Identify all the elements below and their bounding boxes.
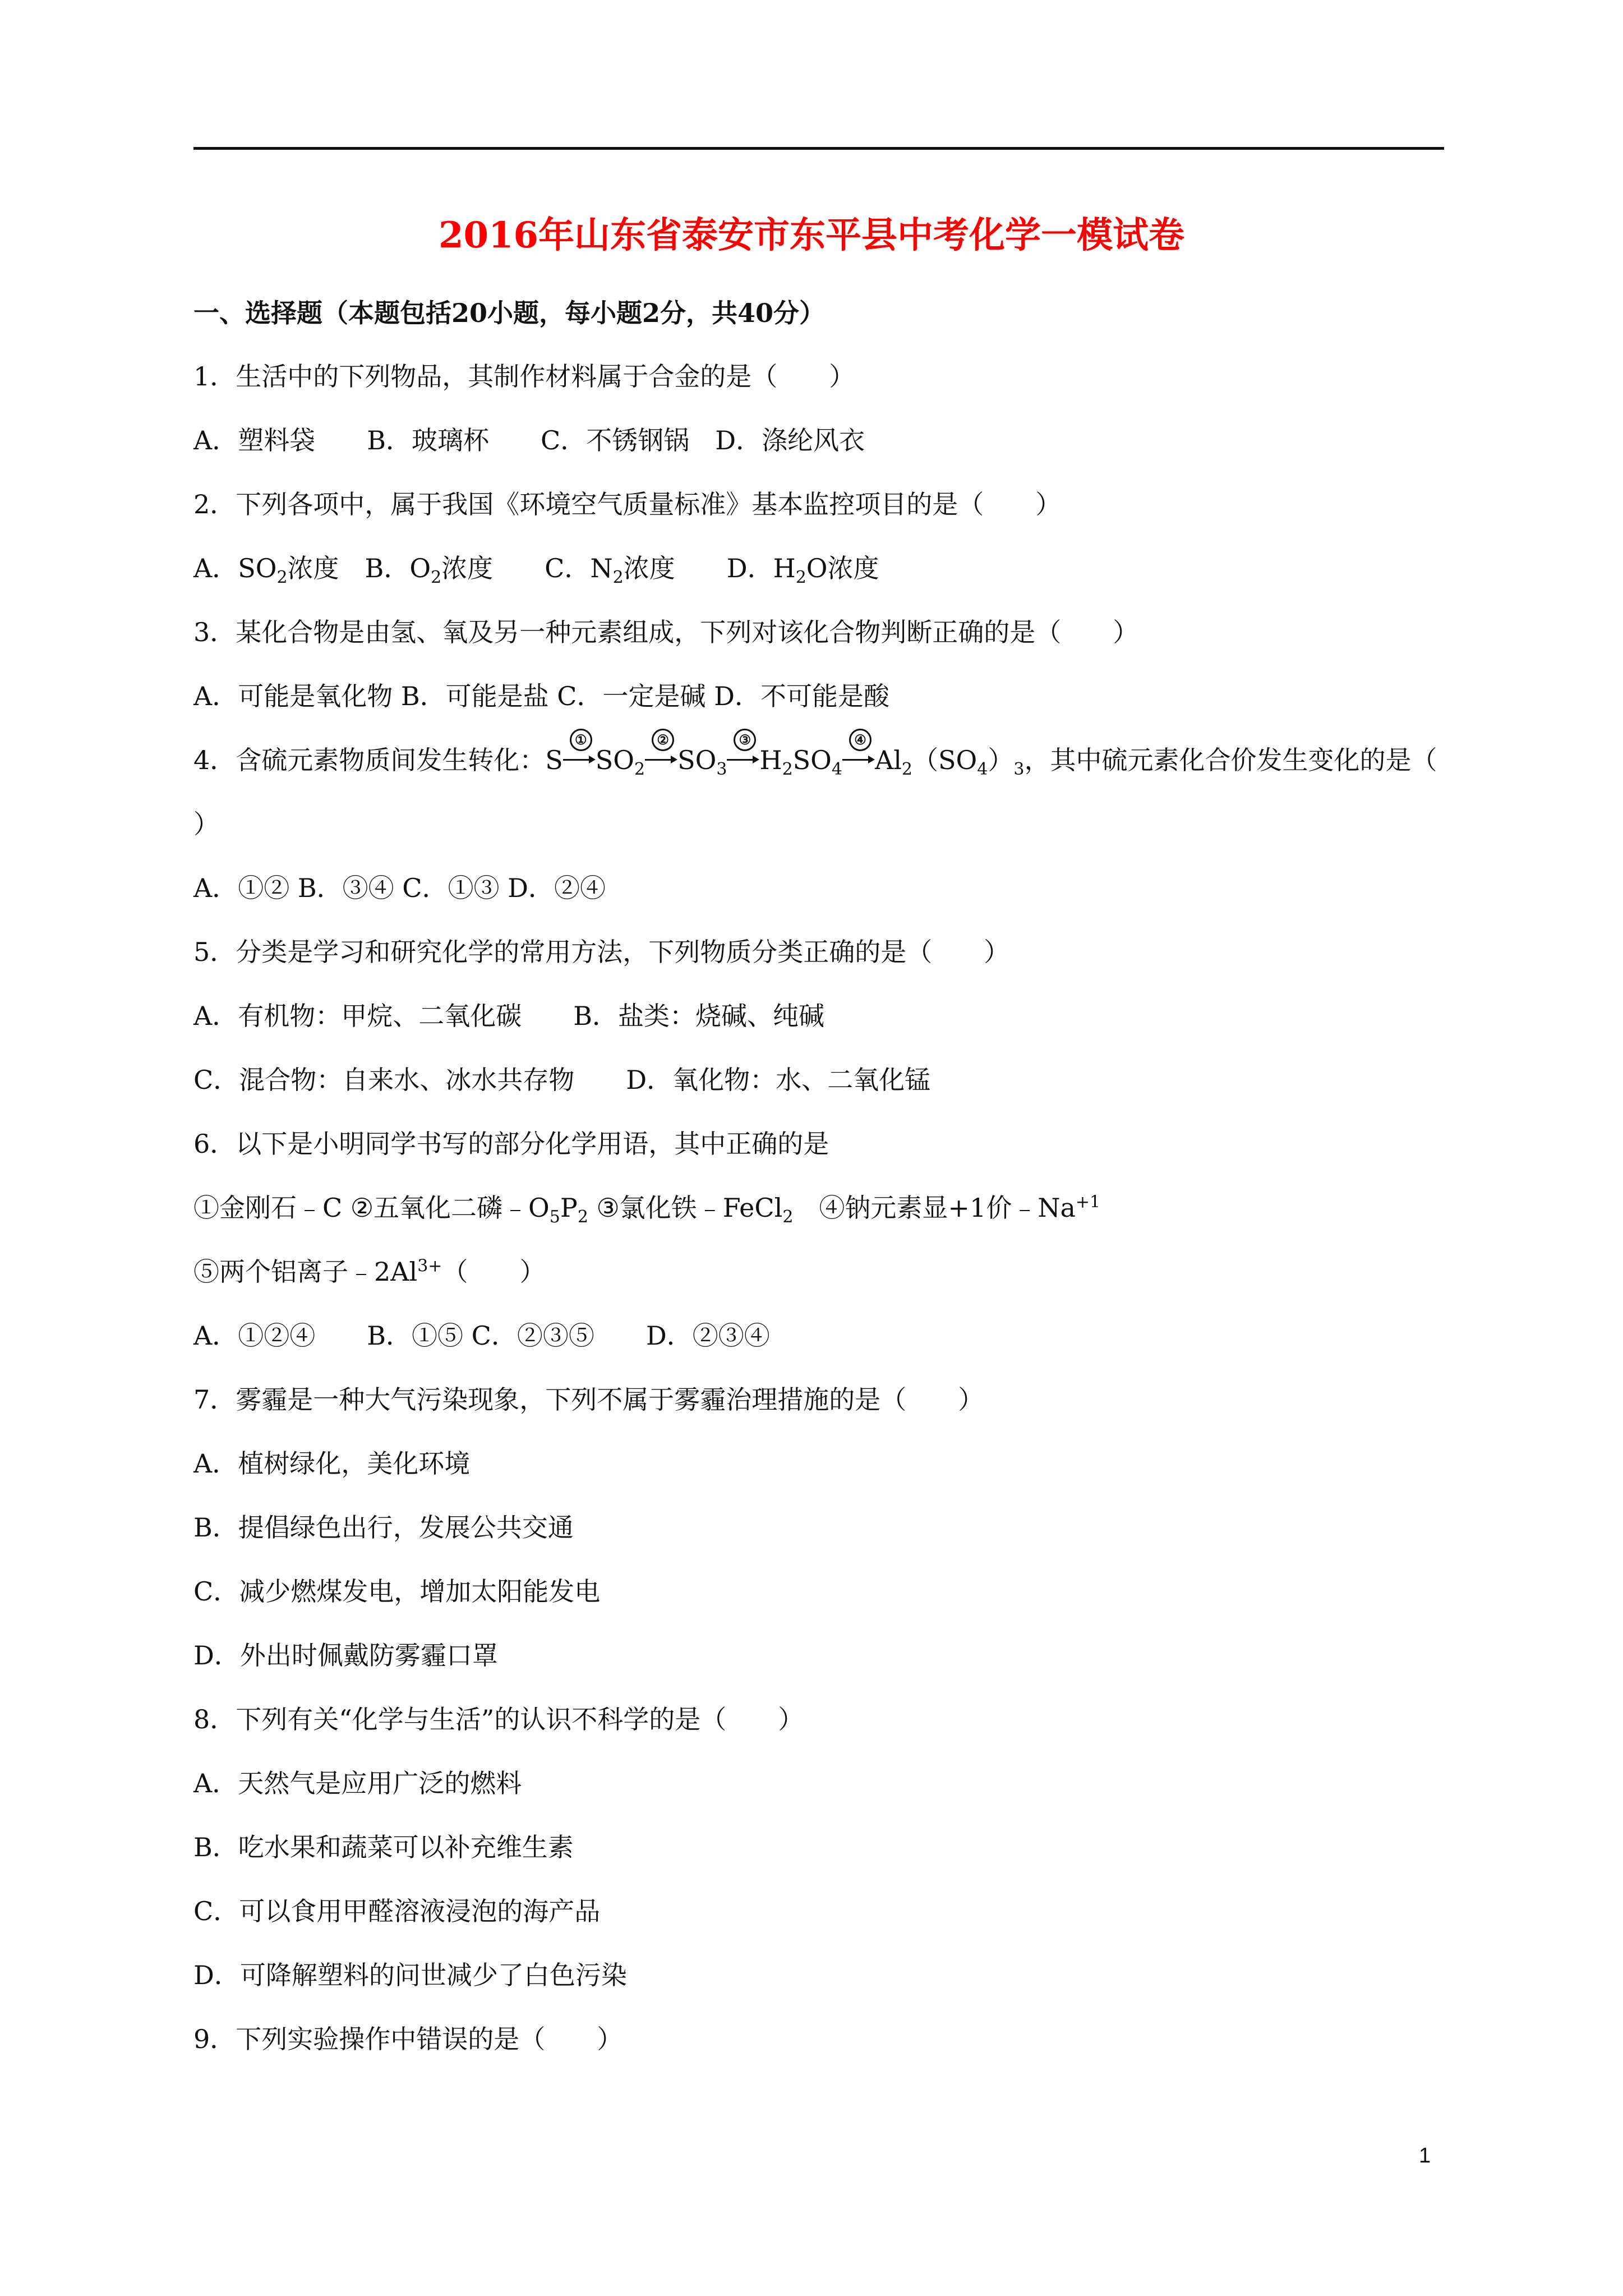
section-heading: 一、选择题（本题包括20小题，每小题2分，共40分） — [193, 298, 826, 328]
question-6-line2: ⑤两个铝离子$﹣2Al^{3+}$（ ） — [193, 1256, 546, 1287]
question-3: 3．某化合物是由氢、氧及另一种元素组成，下列对该化合物判断正确的是（ ） — [193, 617, 1139, 647]
question-6: 6．以下是小明同学书写的部分化学用语，其中正确的是 — [193, 1129, 829, 1159]
question-9: 9．下列实验操作中错误的是（ ） — [193, 2024, 623, 2054]
reaction-arrow-3: ③ — [727, 743, 759, 769]
reaction-arrow-4: ④ — [842, 743, 875, 769]
reaction-arrow-2: ② — [645, 743, 677, 769]
question-8-option-c: C．可以食用甲醛溶液浸泡的海产品 — [193, 1896, 601, 1926]
question-7-option-b: B．提倡绿色出行，发展公共交通 — [193, 1512, 574, 1543]
question-8-option-b: B．吃水果和蔬菜可以补充维生素 — [193, 1832, 574, 1862]
question-6-options: A．①②④ B．①⑤ C．②③⑤ D．②③④ — [193, 1320, 770, 1351]
question-7-option-d: D．外出时佩戴防雾霾口罩 — [193, 1640, 498, 1671]
question-1: 1．生活中的下列物品，其制作材料属于合金的是（ ） — [193, 361, 855, 392]
question-8: 8．下列有关“化学与生活”的认识不科学的是（ ） — [193, 1704, 804, 1734]
question-4-options: A．①② B．③④ C．①③ D．②④ — [193, 873, 606, 903]
reaction-arrow-1: ① — [563, 743, 596, 769]
page-title: 2016年山东省泰安市东平县中考化学一模试卷 — [438, 214, 1185, 256]
header-rule — [193, 147, 1444, 150]
question-4-line2: ） — [193, 809, 219, 839]
question-2-options: A．$SO_2$浓度 B．$O_2$浓度 C．$N_2$浓度 D．$H_2O$浓度 — [193, 553, 879, 588]
question-5-options-2: C．混合物：自来水、冰水共存物 D．氧化物：水、二氧化锰 — [193, 1065, 931, 1095]
question-6-line1: ①金刚石﹣C ②五氧化二磷$﹣O_5P_2$ ③氯化铁﹣FeCl$_2$ ④钠元素显+1价$﹣Na^{+1}$ — [193, 1192, 1101, 1227]
question-5-options-1: A．有机物：甲烷、二氧化碳 B．盐类：烧碱、纯碱 — [193, 1001, 825, 1031]
question-7: 7．雾霾是一种大气污染现象，下列不属于雾霾治理措施的是（ ） — [193, 1384, 984, 1415]
page-number: 1 — [1419, 2144, 1431, 2168]
question-2: 2．下列各项中，属于我国《环境空气质量标准》基本监控项目的是（ ） — [193, 489, 1062, 519]
question-7-option-c: C．减少燃煤发电，增加太阳能发电 — [193, 1576, 601, 1607]
question-8-option-d: D．可降解塑料的问世减少了白色污染 — [193, 1960, 627, 1990]
question-5: 5．分类是学习和研究化学的常用方法，下列物质分类正确的是（ ） — [193, 937, 1010, 967]
question-3-options: A．可能是氧化物 B．可能是盐 C．一定是碱 D．不可能是酸 — [193, 681, 889, 711]
question-4: 4．含硫元素物质间发生转化：S ① $SO_2$ ② $SO_3$ ③ $H_2SO_4$ ④ $Al_2(SO_4)_3$，其中硫元素化合价发生变化的是（ — [193, 742, 1450, 779]
question-1-options: A．塑料袋 B．玻璃杯 C．不锈钢锅 D．涤纶风衣 — [193, 425, 865, 455]
question-7-option-a: A．植树绿化，美化环境 — [193, 1448, 471, 1479]
question-8-option-a: A．天然气是应用广泛的燃料 — [193, 1768, 522, 1798]
